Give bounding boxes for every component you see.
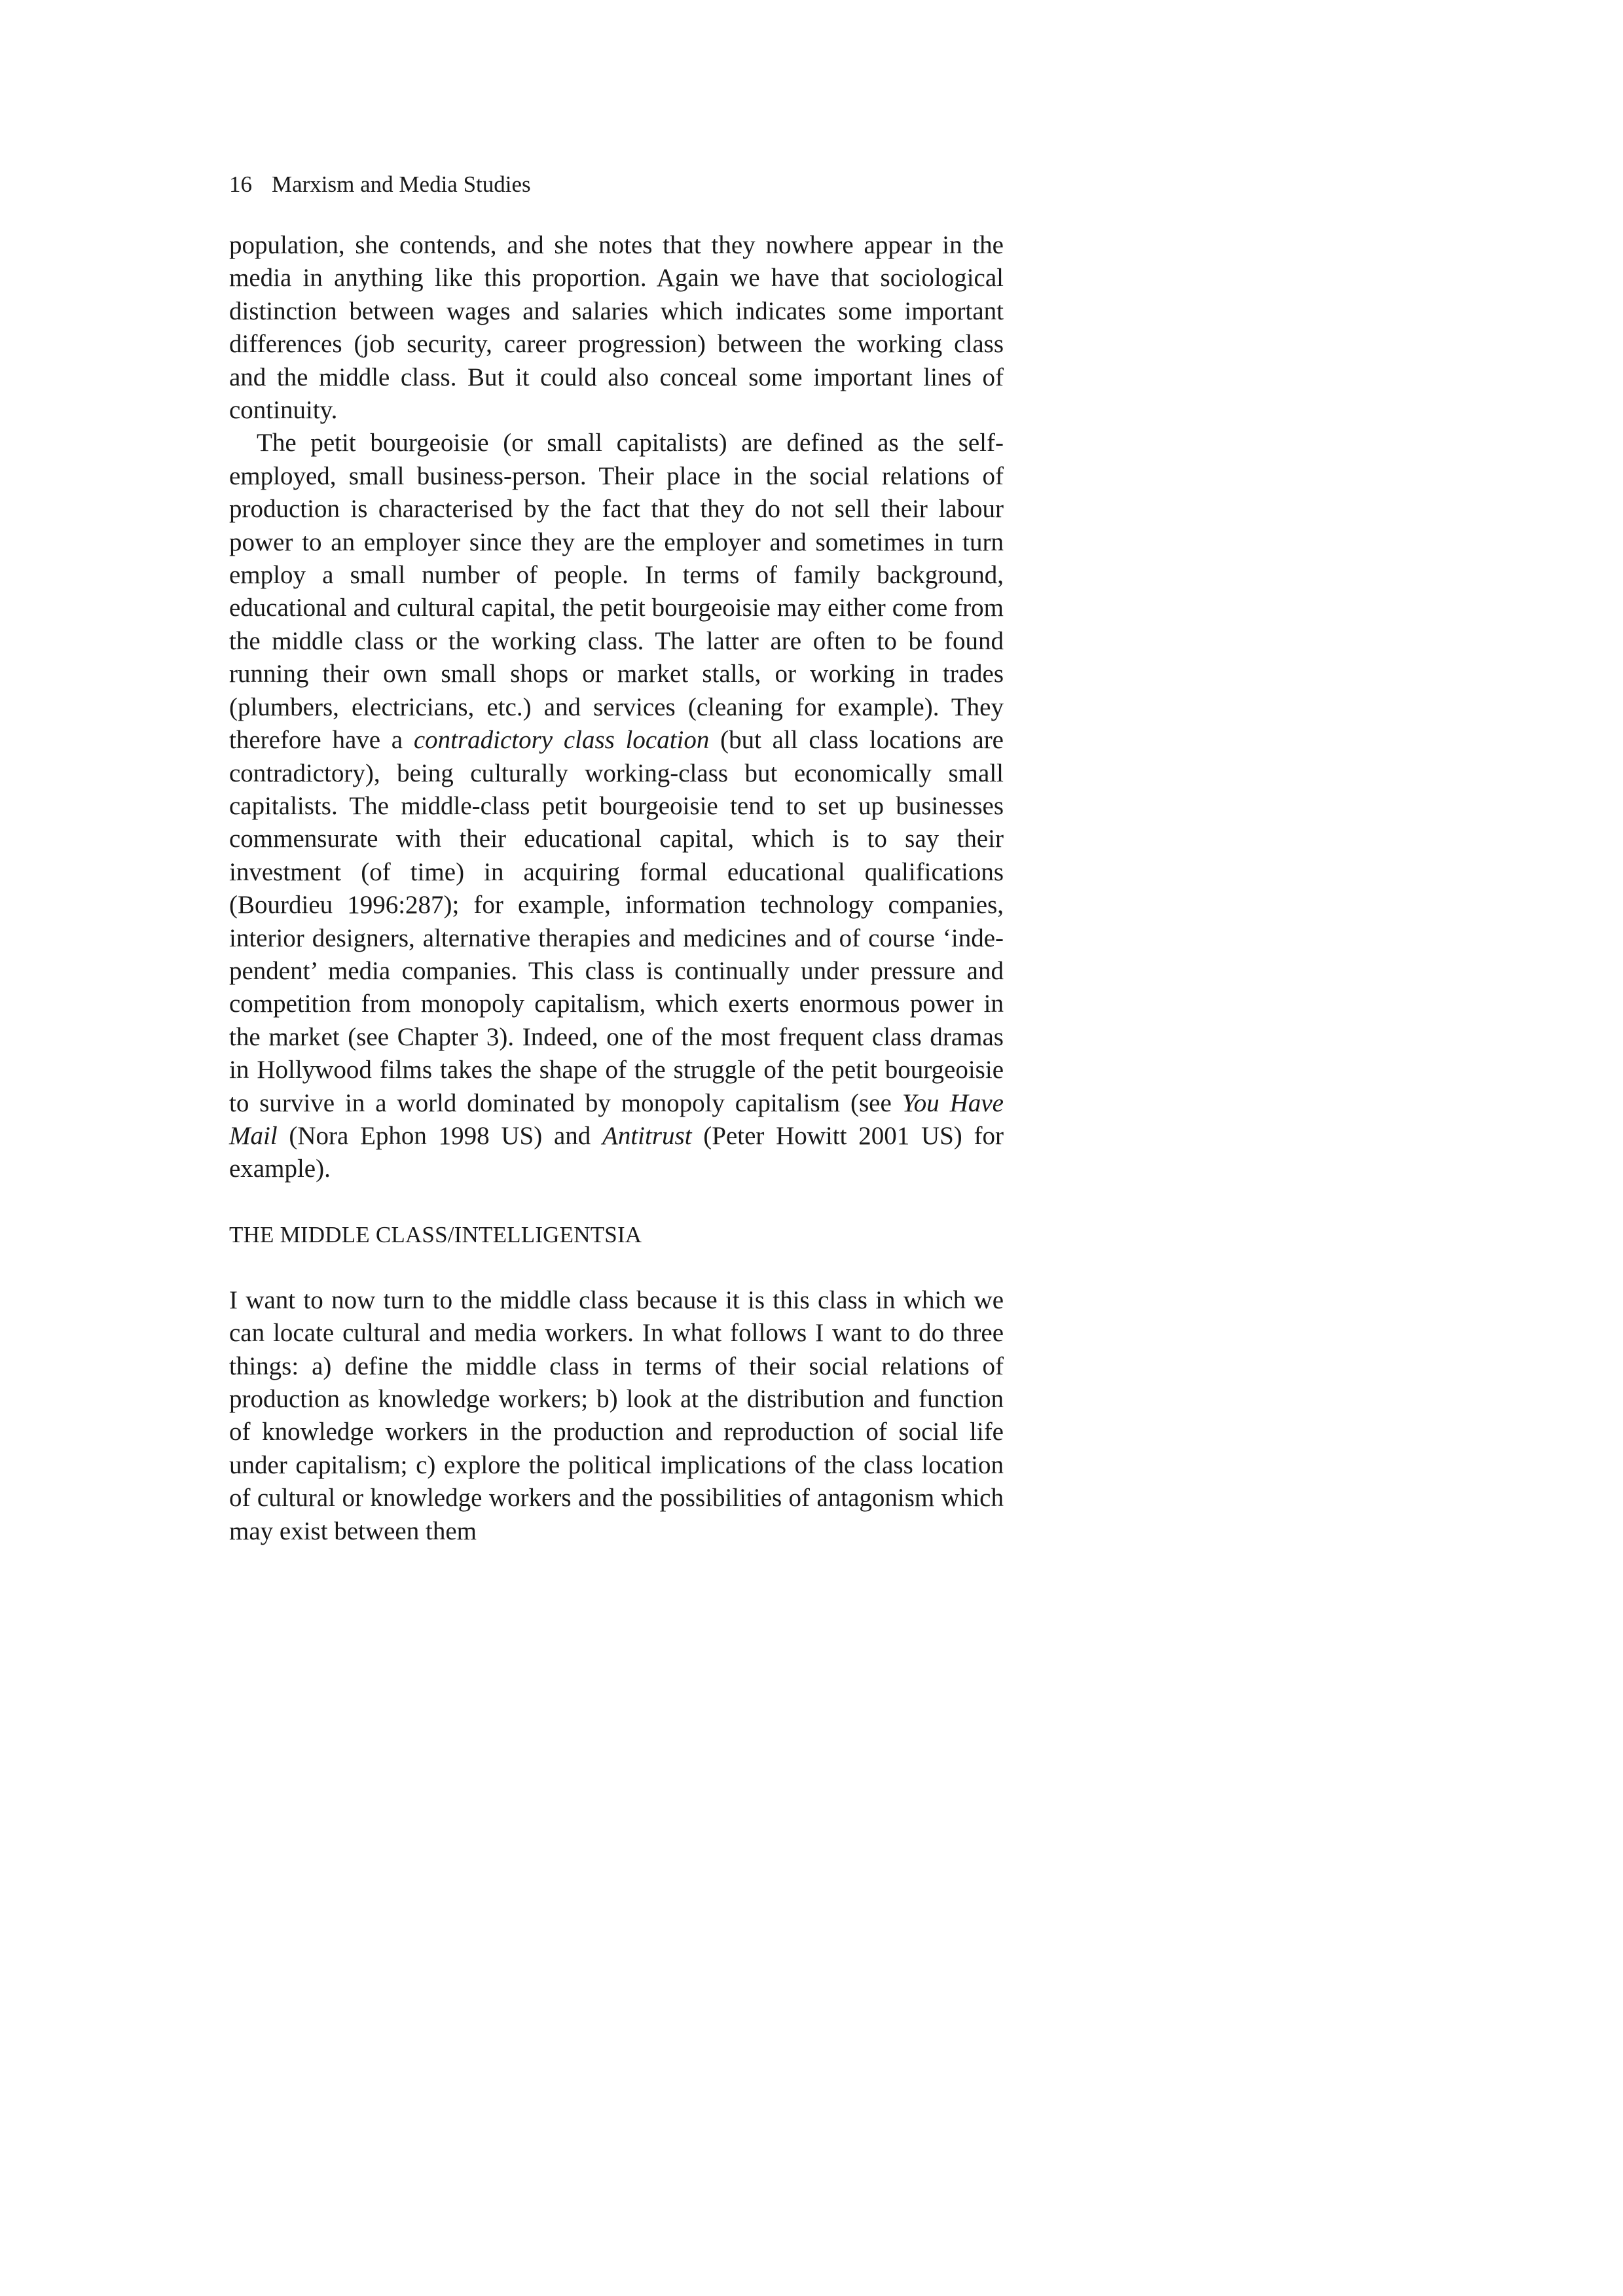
paragraph-2 xyxy=(229,427,1004,1185)
book-page xyxy=(229,169,1004,1548)
film-title-you-have-mail: You Have Mail xyxy=(229,1088,1004,1150)
paragraph-2-part-4: (Peter Howitt 2001 US) for example). xyxy=(229,1121,1004,1183)
body-text xyxy=(229,229,1004,1548)
paragraph-2-part-2: (but all class locations are contradictory), being culturally working-class but economically small capitalists. The middle-class petit bourgeoisie tend to set up businesses commensurate with their educational capital, which is to say their investment (of time) in acquiring formal educational qualifications (Bourdieu 1996:287); for example, information technology companies, interior designers, alternative therapies and medicines and of course ‘independent’ media companies. This class is continually under pressure and competition from monopoly capitalism, which exerts enormous power in the market (see Chapter 3). Indeed, one of the most frequent class dramas in Hollywood films takes the shape of the struggle of the petit bourgeoisie to survive in a world dominated by monopoly capitalism (see xyxy=(229,726,1004,1117)
running-title: Marxism and Media Studies xyxy=(272,171,531,197)
section-heading: THE MIDDLE CLASS/INTELLIGENTSIA xyxy=(229,1221,642,1247)
running-header xyxy=(229,169,1004,200)
paragraph-2-part-1: The petit bourgeoisie (or small capitalists) are defined as the self-employed, small business-person. Their place in the social relations of production is characterised by the fact that they do not sell their labour power to an employer since they are the employer and sometimes in turn employ a small number of people. In terms of family background, educational and cultural capital, the petit bourgeoisie may either come from the middle class or the working class. The latter are often to be found running their own small shops or market stalls, or working in trades (plumbers, electricians, etc.) and services (cleaning for example). They therefore have a xyxy=(229,429,1004,755)
page-number: 16 xyxy=(229,171,252,197)
film-title-antitrust: Antitrust xyxy=(602,1121,692,1150)
paragraph-2-part-3: (Nora Ephon 1998 US) and xyxy=(277,1121,603,1150)
paragraph-3: I want to now turn to the middle class because it is this class in which we can locate cultural and media workers. In what follows I want to do three things: a) define the middle class in terms of their social relations of production as knowledge workers; b) look at the distribution and function of knowledge workers in the production and reproduction of social life under capitalism; c) explore the political implications of the class location of cultural or knowledge workers and the possibilities of antagonism which may exist between them xyxy=(229,1285,1004,1545)
emphasis-contradictory-class-location: contradictory class location xyxy=(413,726,710,755)
paragraph-1: population, she contends, and she notes that they nowhere appear in the media in anything like this proportion. Again we have that sociological distinction between wages and salaries which indicates some important differences (job security, career progression) between the working class and the middle class. But it could also conceal some important lines of continuity. xyxy=(229,231,1004,425)
